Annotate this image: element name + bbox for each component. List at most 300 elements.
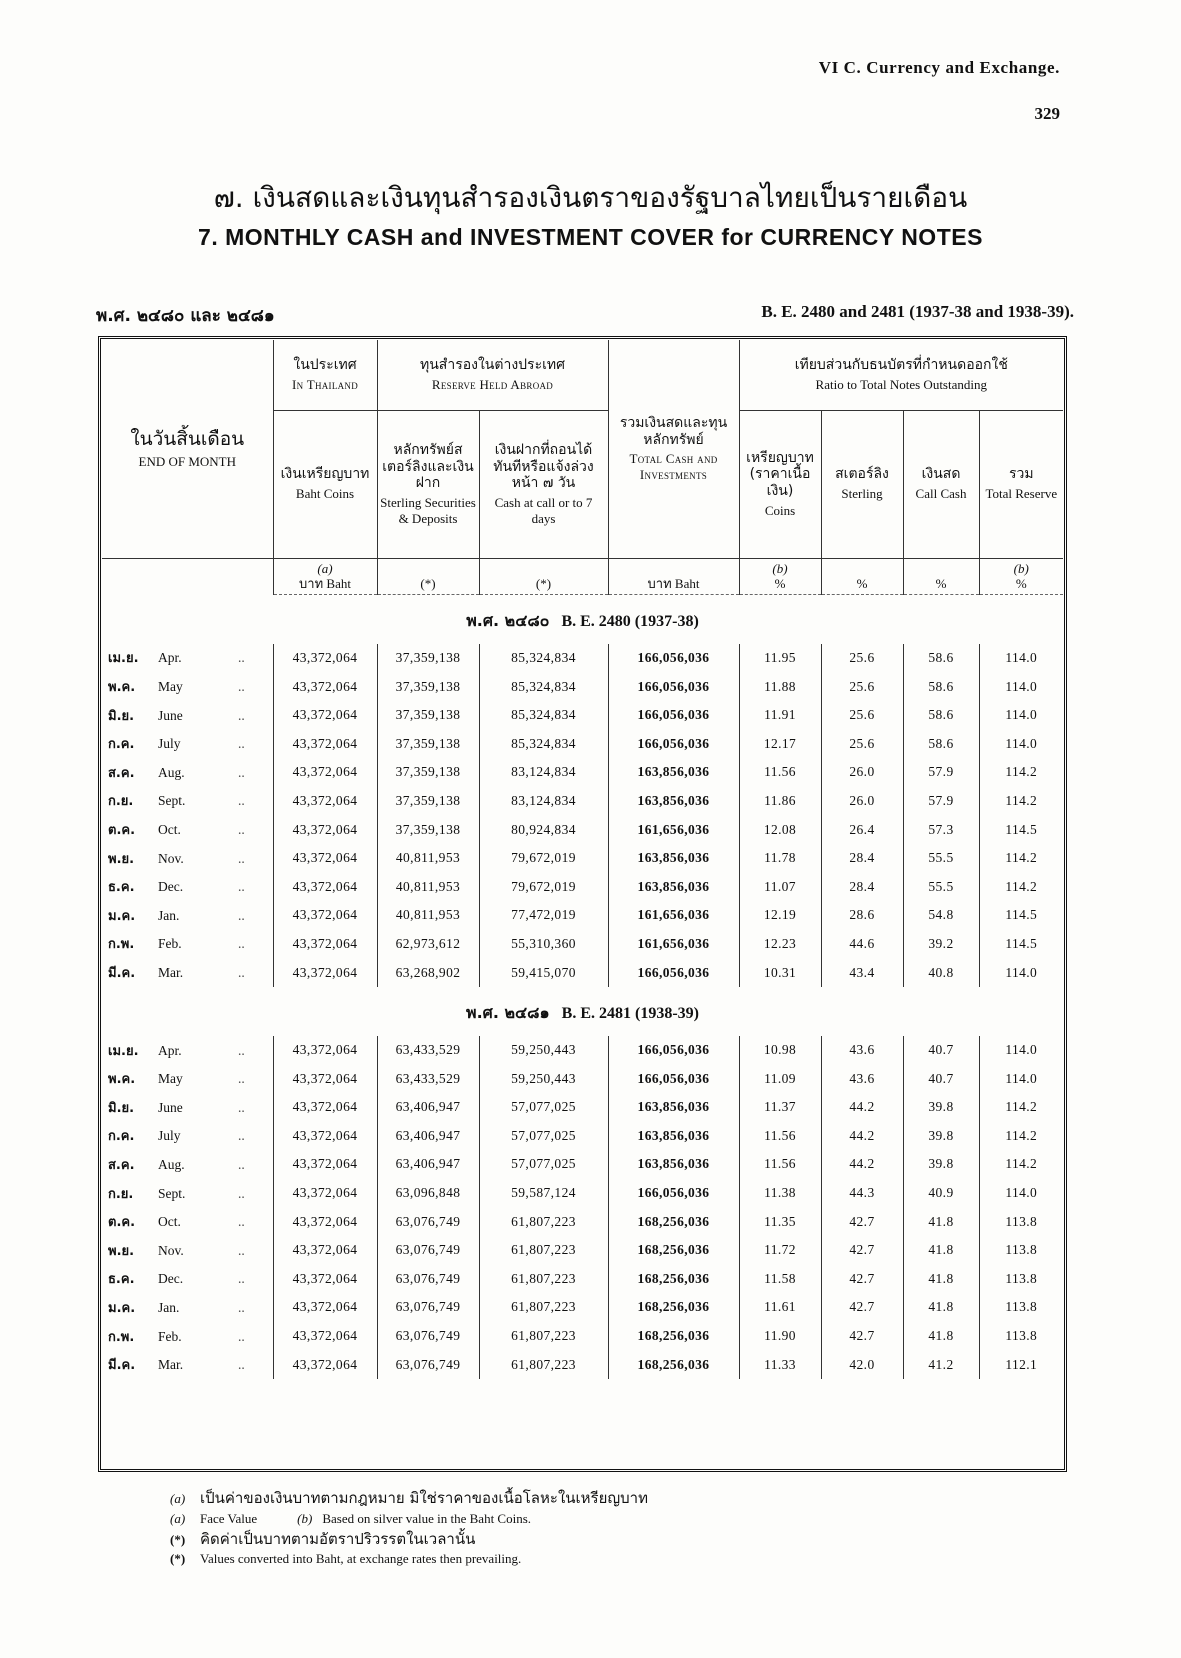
total-cash-cell: 161,656,036 [608, 901, 739, 930]
table-row [102, 958, 1063, 987]
footnote-a-thai-text: เป็นค่าของเงินบาทตามกฎหมาย มิใช่ราคาของเนื้อโลหะในเหรียญบาท [200, 1489, 648, 1507]
table-row [102, 729, 1063, 758]
baht-coins-cell: 43,372,064 [273, 1265, 377, 1294]
cash-7-days-cell: 61,807,223 [479, 1236, 608, 1265]
ratio-call-cash-cell: 40.7 [903, 1036, 979, 1065]
baht-coins-cell: 43,372,064 [273, 958, 377, 987]
ratio-sterling-cell: 25.6 [821, 644, 903, 673]
table-row [102, 787, 1063, 816]
month-cell [102, 672, 273, 701]
ratio-total-cell: 113.8 [979, 1322, 1063, 1351]
header-ratio-thai: เทียบส่วนกับธนบัตรที่กำหนดออกใช้ [794, 357, 1008, 374]
header-ratio-call-cash [903, 410, 979, 558]
header-reserve-abroad-thai: ทุนสำรองในต่างประเทศ [420, 357, 565, 374]
unit-cash-7-days [479, 558, 608, 594]
cash-7-days-cell: 77,472,019 [479, 901, 608, 930]
ratio-call-cash-cell: 41.8 [903, 1236, 979, 1265]
sterling-securities-cell: 37,359,138 [377, 672, 479, 701]
leader-dots: .. [238, 650, 245, 666]
header-ratio-en: Ratio to Total Notes Outstanding [815, 376, 987, 392]
header-reserve-abroad-en: Reserve Held Abroad [431, 376, 554, 392]
ratio-call-cash-cell: 40.7 [903, 1064, 979, 1093]
ratio-sterling-cell: 28.6 [821, 901, 903, 930]
baht-coins-cell: 43,372,064 [273, 644, 377, 673]
month-thai: พ.ค. [108, 680, 136, 696]
month-english: Mar. [158, 965, 184, 981]
leader-dots: .. [238, 965, 245, 981]
sterling-securities-cell: 63,076,749 [377, 1265, 479, 1294]
leader-dots: .. [238, 736, 245, 752]
month-cell [102, 844, 273, 873]
total-cash-cell: 166,056,036 [608, 1064, 739, 1093]
month-english: Oct. [158, 822, 181, 838]
header-ratio-coins-en: Coins [764, 502, 796, 518]
ratio-call-cash-cell: 58.6 [903, 672, 979, 701]
table-row [102, 844, 1063, 873]
month-thai: ต.ค. [108, 823, 136, 839]
month-cell [102, 958, 273, 987]
footnote-a-mark-en: (a) [170, 1510, 186, 1526]
ratio-call-cash-cell: 39.2 [903, 930, 979, 959]
ratio-coins-cell: 11.91 [739, 701, 821, 730]
sterling-securities-cell: 63,076,749 [377, 1322, 479, 1351]
ratio-coins-cell: 12.19 [739, 901, 821, 930]
header-cash-7-days [479, 410, 608, 558]
ratio-coins-cell: 11.86 [739, 787, 821, 816]
sterling-securities-cell: 40,811,953 [377, 872, 479, 901]
title-thai: ๗. เงินสดและเงินทุนสำรองเงินตราของรัฐบาลไทยเป็นรายเดือน [213, 181, 968, 214]
header-securities-en: Sterling Securities & Deposits [380, 495, 476, 526]
ratio-total-cell: 114.0 [979, 1036, 1063, 1065]
total-cash-cell: 168,256,036 [608, 1236, 739, 1265]
total-cash-cell: 161,656,036 [608, 815, 739, 844]
ratio-total-cell: 114.0 [979, 1064, 1063, 1093]
leader-dots: .. [238, 1128, 245, 1144]
footnote-star-thai [170, 1529, 648, 1551]
ratio-total-cell: 114.5 [979, 815, 1063, 844]
header-ratio-total-en: Total Reserve [985, 486, 1058, 502]
ratio-total-cell: 114.2 [979, 844, 1063, 873]
ratio-total-cell: 114.2 [979, 758, 1063, 787]
month-thai: มิ.ย. [108, 1100, 135, 1116]
ratio-total-cell: 113.8 [979, 1236, 1063, 1265]
leader-dots: .. [238, 1185, 245, 1201]
month-thai: ธ.ค. [108, 880, 135, 896]
total-cash-cell: 166,056,036 [608, 701, 739, 730]
ratio-sterling-cell: 44.6 [821, 930, 903, 959]
month-cell [102, 787, 273, 816]
month-thai: ก.ค. [108, 1129, 135, 1145]
month-cell [102, 1036, 273, 1065]
table-row [102, 1179, 1063, 1208]
header-month-thai: ในวันสิ้นเดือน [130, 428, 245, 451]
header-coins-thai: เงินเหรียญบาท [280, 466, 370, 483]
cash-7-days-cell: 83,124,834 [479, 758, 608, 787]
total-cash-cell: 161,656,036 [608, 930, 739, 959]
footnote-a-mark: (a) [170, 1491, 186, 1506]
total-cash-cell: 166,056,036 [608, 729, 739, 758]
header-coins-en: Baht Coins [295, 486, 355, 502]
ratio-sterling-cell: 44.2 [821, 1150, 903, 1179]
sterling-securities-cell: 37,359,138 [377, 787, 479, 816]
ratio-total-cell: 114.2 [979, 1150, 1063, 1179]
month-thai: เม.ย. [108, 1043, 139, 1059]
ratio-sterling-cell: 42.0 [821, 1350, 903, 1379]
cash-7-days-cell: 61,807,223 [479, 1293, 608, 1322]
section-heading-row [102, 594, 1063, 644]
ratio-total-cell: 114.0 [979, 644, 1063, 673]
ratio-coins-cell: 12.23 [739, 930, 821, 959]
ratio-sterling-cell: 44.2 [821, 1122, 903, 1151]
ratio-total-cell: 114.2 [979, 1122, 1063, 1151]
total-cash-cell: 163,856,036 [608, 1122, 739, 1151]
baht-coins-cell: 43,372,064 [273, 930, 377, 959]
page-number: 329 [1034, 104, 1060, 123]
table-row [102, 1265, 1063, 1294]
total-cash-cell: 163,856,036 [608, 787, 739, 816]
ratio-coins-cell: 11.58 [739, 1265, 821, 1294]
section-heading-thai: พ.ศ. ๒๔๘๐ [466, 610, 550, 630]
running-head: VI C. Currency and Exchange. [818, 58, 1060, 77]
leader-dots: .. [238, 907, 245, 923]
unit-total-label: บาท Baht [647, 576, 700, 592]
unit-month [102, 558, 273, 594]
month-english: Dec. [158, 879, 184, 895]
baht-coins-cell: 43,372,064 [273, 1322, 377, 1351]
table-row [102, 1150, 1063, 1179]
ratio-call-cash-cell: 41.8 [903, 1207, 979, 1236]
total-cash-cell: 166,056,036 [608, 672, 739, 701]
month-cell [102, 701, 273, 730]
month-thai: ก.พ. [108, 1329, 135, 1345]
footnote-b-english: Based on silver value in the Baht Coins. [322, 1510, 532, 1526]
ratio-coins-cell: 11.56 [739, 1150, 821, 1179]
sterling-securities-cell: 63,076,749 [377, 1236, 479, 1265]
baht-coins-cell: 43,372,064 [273, 1207, 377, 1236]
month-english: June [158, 1099, 183, 1115]
month-english: Feb. [158, 936, 182, 952]
unit-coins [273, 558, 377, 594]
total-cash-cell: 163,856,036 [608, 872, 739, 901]
ratio-call-cash-cell: 57.3 [903, 815, 979, 844]
total-cash-cell: 163,856,036 [608, 758, 739, 787]
table-row [102, 672, 1063, 701]
table-row [102, 701, 1063, 730]
leader-dots: .. [238, 679, 245, 695]
baht-coins-cell: 43,372,064 [273, 1236, 377, 1265]
header-month-en: END OF MONTH [138, 453, 236, 469]
cash-7-days-cell: 55,310,360 [479, 930, 608, 959]
ratio-sterling-cell: 43.6 [821, 1036, 903, 1065]
header-ratio-sterling-thai: สเตอร์ลิง [835, 466, 889, 483]
table-row [102, 872, 1063, 901]
table-row [102, 1036, 1063, 1065]
header-total-en: Total Cash and Investments [629, 451, 718, 483]
footnote-star-thai-text: คิดค่าเป็นบาทตามอัตราปริวรรตในเวลานั้น [200, 1529, 476, 1548]
baht-coins-cell: 43,372,064 [273, 787, 377, 816]
ratio-total-cell: 114.2 [979, 1093, 1063, 1122]
footnote-star-mark: (*) [170, 1531, 186, 1547]
footnote-a-b-english [170, 1510, 648, 1529]
section-heading-thai: พ.ศ. ๒๔๘๑ [466, 1002, 550, 1022]
ratio-call-cash-cell: 55.5 [903, 844, 979, 873]
ratio-total-cell: 114.0 [979, 1179, 1063, 1208]
month-thai: ส.ค. [108, 1157, 135, 1173]
ratio-sterling-cell: 25.6 [821, 672, 903, 701]
sterling-securities-cell: 37,359,138 [377, 701, 479, 730]
sterling-securities-cell: 63,076,749 [377, 1207, 479, 1236]
cash-7-days-cell: 59,250,443 [479, 1064, 608, 1093]
table-row [102, 1122, 1063, 1151]
leader-dots: .. [238, 707, 245, 723]
period-english: B. E. 2480 and 2481 (1937-38 and 1938-39). [761, 302, 1074, 321]
ratio-call-cash-cell: 41.8 [903, 1322, 979, 1351]
sterling-securities-cell: 37,359,138 [377, 758, 479, 787]
month-english: July [158, 736, 181, 752]
leader-dots: .. [238, 1042, 245, 1058]
unit-ratio-total-mark: (b) [1013, 560, 1029, 576]
leader-dots: .. [238, 1099, 245, 1115]
cash-7-days-cell: 57,077,025 [479, 1150, 608, 1179]
ratio-sterling-cell: 26.0 [821, 787, 903, 816]
month-english: Nov. [158, 850, 184, 866]
ratio-coins-cell: 11.33 [739, 1350, 821, 1379]
cash-7-days-cell: 59,415,070 [479, 958, 608, 987]
baht-coins-cell: 43,372,064 [273, 1350, 377, 1379]
month-english: Feb. [158, 1328, 182, 1344]
table-row [102, 1093, 1063, 1122]
cash-7-days-cell: 79,672,019 [479, 844, 608, 873]
ratio-call-cash-cell: 57.9 [903, 787, 979, 816]
month-english: Jan. [158, 907, 180, 923]
header-cash-7-days-thai: เงินฝากที่ถอนได้ทันทีหรือแจ้งล่วงหน้า ๗ วัน [493, 441, 594, 492]
unit-coins-mark: (a) [317, 560, 333, 576]
header-ratio-sterling-en: Sterling [841, 486, 883, 502]
ratio-sterling-cell: 42.7 [821, 1207, 903, 1236]
table-body [102, 594, 1063, 1379]
month-english: Nov. [158, 1242, 184, 1258]
month-cell [102, 1179, 273, 1208]
baht-coins-cell: 43,372,064 [273, 672, 377, 701]
leader-dots: .. [238, 1357, 245, 1373]
table-row [102, 901, 1063, 930]
header-total-thai: รวมเงินสดและทุนหลักทรัพย์ [619, 414, 728, 448]
month-cell [102, 758, 273, 787]
ratio-total-cell: 114.5 [979, 901, 1063, 930]
header-month [102, 340, 273, 558]
ratio-sterling-cell: 25.6 [821, 729, 903, 758]
month-cell [102, 644, 273, 673]
cash-7-days-cell: 61,807,223 [479, 1265, 608, 1294]
sterling-securities-cell: 63,076,749 [377, 1293, 479, 1322]
footnote-star-english-text: Values converted into Baht, at exchange rates then prevailing. [200, 1551, 522, 1567]
section-heading-en: B. E. 2480 (1937-38) [561, 612, 699, 630]
total-cash-cell: 166,056,036 [608, 644, 739, 673]
total-cash-cell: 166,056,036 [608, 958, 739, 987]
month-english: July [158, 1128, 181, 1144]
table-row [102, 930, 1063, 959]
baht-coins-cell: 43,372,064 [273, 815, 377, 844]
unit-ratio-total-label: % [1015, 576, 1027, 592]
total-cash-cell: 168,256,036 [608, 1265, 739, 1294]
leader-dots: .. [238, 1328, 245, 1344]
ratio-sterling-cell: 44.3 [821, 1179, 903, 1208]
header-in-thailand-en: In Thailand [291, 376, 359, 392]
table-row [102, 1207, 1063, 1236]
ratio-call-cash-cell: 54.8 [903, 901, 979, 930]
ratio-call-cash-cell: 39.8 [903, 1093, 979, 1122]
baht-coins-cell: 43,372,064 [273, 1093, 377, 1122]
ratio-coins-cell: 11.78 [739, 844, 821, 873]
total-cash-cell: 163,856,036 [608, 1093, 739, 1122]
baht-coins-cell: 43,372,064 [273, 872, 377, 901]
baht-coins-cell: 43,372,064 [273, 1293, 377, 1322]
ratio-call-cash-cell: 41.8 [903, 1265, 979, 1294]
sterling-securities-cell: 63,076,749 [377, 1350, 479, 1379]
ratio-sterling-cell: 25.6 [821, 701, 903, 730]
table-row [102, 1293, 1063, 1322]
footnote-a-thai [170, 1488, 648, 1510]
month-cell [102, 1122, 273, 1151]
ratio-coins-cell: 11.95 [739, 644, 821, 673]
table-row [102, 1064, 1063, 1093]
leader-dots: .. [238, 1071, 245, 1087]
section-heading-en: B. E. 2481 (1938-39) [561, 1004, 699, 1022]
unit-total [608, 558, 739, 594]
month-thai: พ.ย. [108, 851, 135, 867]
ratio-coins-cell: 10.31 [739, 958, 821, 987]
cash-7-days-cell: 57,077,025 [479, 1093, 608, 1122]
table-row [102, 815, 1063, 844]
header-total [608, 340, 739, 558]
ratio-call-cash-cell: 40.9 [903, 1179, 979, 1208]
ratio-sterling-cell: 42.7 [821, 1293, 903, 1322]
total-cash-cell: 168,256,036 [608, 1322, 739, 1351]
ratio-coins-cell: 11.90 [739, 1322, 821, 1351]
total-cash-cell: 168,256,036 [608, 1207, 739, 1236]
table-row [102, 1322, 1063, 1351]
month-thai: ธ.ค. [108, 1272, 135, 1288]
leader-dots: .. [238, 1242, 245, 1258]
ratio-coins-cell: 12.08 [739, 815, 821, 844]
ratio-call-cash-cell: 58.6 [903, 729, 979, 758]
ratio-coins-cell: 11.88 [739, 672, 821, 701]
ratio-coins-cell: 11.07 [739, 872, 821, 901]
unit-ratio-coins [739, 558, 821, 594]
cash-7-days-cell: 61,807,223 [479, 1350, 608, 1379]
month-english: Oct. [158, 1214, 181, 1230]
sterling-securities-cell: 37,359,138 [377, 644, 479, 673]
month-cell [102, 901, 273, 930]
ratio-total-cell: 113.8 [979, 1265, 1063, 1294]
header-ratio-coins [739, 410, 821, 558]
unit-ratio-sterling [821, 558, 903, 594]
baht-coins-cell: 43,372,064 [273, 701, 377, 730]
month-english: Sept. [158, 1185, 186, 1201]
month-thai: ส.ค. [108, 765, 135, 781]
month-thai: ก.พ. [108, 937, 135, 953]
header-cash-7-days-en: Cash at call or to 7 days [494, 495, 593, 526]
ratio-total-cell: 114.2 [979, 787, 1063, 816]
baht-coins-cell: 43,372,064 [273, 901, 377, 930]
ratio-call-cash-cell: 41.2 [903, 1350, 979, 1379]
unit-ratio-total [979, 558, 1063, 594]
ratio-total-cell: 114.2 [979, 872, 1063, 901]
leader-dots: .. [238, 1271, 245, 1287]
unit-ratio-call-cash [903, 558, 979, 594]
sterling-securities-cell: 37,359,138 [377, 729, 479, 758]
cash-7-days-cell: 83,124,834 [479, 787, 608, 816]
ratio-sterling-cell: 43.6 [821, 1064, 903, 1093]
baht-coins-cell: 43,372,064 [273, 1179, 377, 1208]
ratio-total-cell: 114.0 [979, 701, 1063, 730]
ratio-total-cell: 114.0 [979, 958, 1063, 987]
cash-7-days-cell: 61,807,223 [479, 1322, 608, 1351]
sterling-securities-cell: 63,096,848 [377, 1179, 479, 1208]
ratio-sterling-cell: 28.4 [821, 872, 903, 901]
month-cell [102, 872, 273, 901]
ratio-sterling-cell: 42.7 [821, 1236, 903, 1265]
header-coins [273, 410, 377, 558]
baht-coins-cell: 43,372,064 [273, 758, 377, 787]
header-in-thailand-thai: ในประเทศ [293, 357, 357, 374]
ratio-coins-cell: 11.72 [739, 1236, 821, 1265]
ratio-call-cash-cell: 40.8 [903, 958, 979, 987]
leader-dots: .. [238, 879, 245, 895]
cash-7-days-cell: 61,807,223 [479, 1207, 608, 1236]
total-cash-cell: 163,856,036 [608, 844, 739, 873]
ratio-call-cash-cell: 57.9 [903, 758, 979, 787]
ratio-call-cash-cell: 55.5 [903, 872, 979, 901]
ratio-coins-cell: 10.98 [739, 1036, 821, 1065]
unit-cash-7-days-label: (*) [535, 576, 552, 592]
month-thai: ก.ค. [108, 737, 135, 753]
sterling-securities-cell: 63,433,529 [377, 1064, 479, 1093]
ratio-sterling-cell: 28.4 [821, 844, 903, 873]
header-ratio-coins-thai: เหรียญบาท (ราคาเนื้อเงิน) [746, 449, 814, 500]
ratio-coins-cell: 11.56 [739, 758, 821, 787]
baht-coins-cell: 43,372,064 [273, 729, 377, 758]
baht-coins-cell: 43,372,064 [273, 844, 377, 873]
sterling-securities-cell: 63,433,529 [377, 1036, 479, 1065]
month-thai: ม.ค. [108, 1300, 136, 1316]
baht-coins-cell: 43,372,064 [273, 1064, 377, 1093]
total-cash-cell: 168,256,036 [608, 1293, 739, 1322]
month-thai: เม.ย. [108, 651, 139, 667]
leader-dots: .. [238, 1214, 245, 1230]
section-heading-row [102, 987, 1063, 1036]
sterling-securities-cell: 40,811,953 [377, 844, 479, 873]
sterling-securities-cell: 62,973,612 [377, 930, 479, 959]
header-in-thailand [273, 340, 377, 410]
ratio-coins-cell: 11.37 [739, 1093, 821, 1122]
unit-coins-label: บาท Baht [299, 576, 351, 592]
month-english: Sept. [158, 793, 186, 809]
leader-dots: .. [238, 793, 245, 809]
month-english: Aug. [158, 764, 185, 780]
month-english: May [158, 679, 183, 695]
section-heading [102, 594, 1063, 644]
leader-dots: .. [238, 764, 245, 780]
month-thai: มี.ค. [108, 966, 136, 982]
sterling-securities-cell: 63,406,947 [377, 1150, 479, 1179]
unit-ratio-call-cash-label: % [935, 576, 947, 592]
month-english: Apr. [158, 1042, 182, 1058]
month-cell [102, 1350, 273, 1379]
ratio-coins-cell: 12.17 [739, 729, 821, 758]
table-row [102, 758, 1063, 787]
header-securities [377, 410, 479, 558]
